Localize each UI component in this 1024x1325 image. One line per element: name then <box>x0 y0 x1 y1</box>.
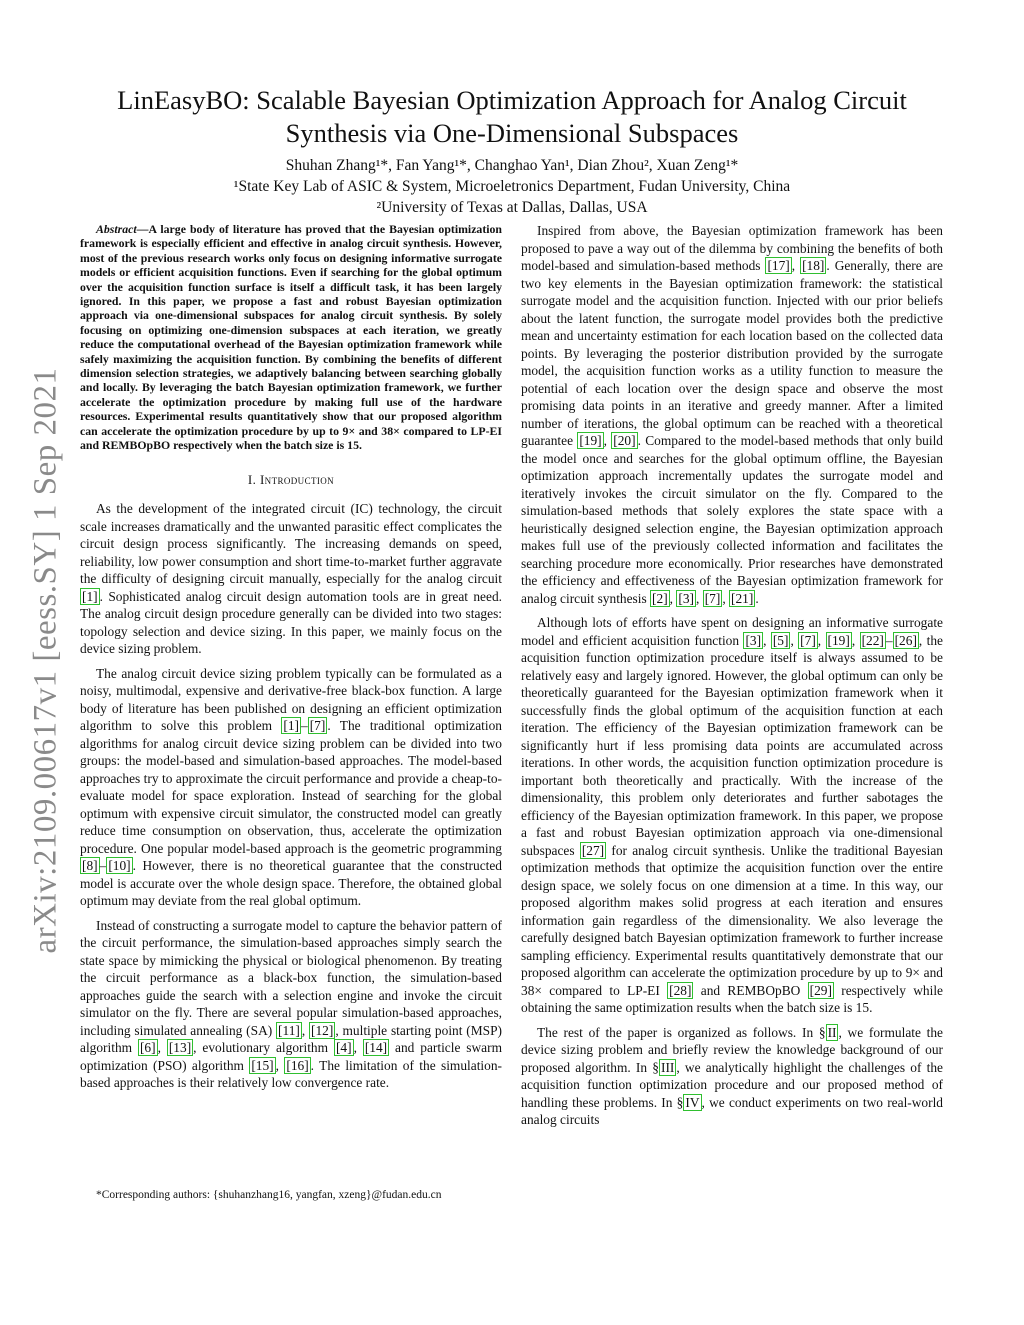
text-run: The rest of the paper is organized as follows. In § <box>537 1024 826 1040</box>
affiliation-2: ²University of Texas at Dallas, Dallas, USA <box>376 199 648 216</box>
citation-link[interactable]: [7] <box>704 590 721 606</box>
citation-link[interactable]: [20] <box>613 433 636 448</box>
text-run: As the development of the integrated circuit (IC) technology, the circuit scale increases dramatically and the unwanted parasitic effect complicates the circuit design process significantly. The increasing demands on speed, reliability, low power consumption and short time-to-market further aggravate the difficulty of designing circuit manually, especially for the analog circuit <box>80 501 502 586</box>
text-run: . Compared to the model-based methods that only build the model once and searches for the global optimum offline, the Bayesian optimization approach incrementally updates the surrogate model and iteratively invokes the circuit simulator on the fly. Compared to the simulation-based methods that solely explores the state space with a heuristically designed selection engine, the Bayesian optimization approach makes full use of the previously collected information and facilitates the searching procedure more economically. Prior researches have demonstrated the efficiency and effectiveness of the Bayesian optimization framework for analog circuit synthesis <box>521 433 943 606</box>
citation-link[interactable]: [17] <box>767 258 790 273</box>
citation-link[interactable]: [7] <box>309 718 326 733</box>
text-run: Although lots of efforts have spent on designing an informative surrogate model and efficient acquisition function <box>521 615 943 648</box>
text-run: for analog circuit synthesis. Unlike the traditional Bayesian optimization methods that optimize the acquisition function over the entire design space, we solely focus on one dimension at a time. In this way, our proposed algorithm makes solid progress at each iteration and ensures information gain regardless of the dimensionality. We also leverage the carefully designed batch Bayesian optimization framework to further increase sampling efficiency. Experimental results quantitatively demonstrate that our proposed algorithm can accelerate the optimization procedure by up to 9× and 38× compared to LP-EI <box>521 842 943 998</box>
text-run: , multiple starting point (MSP) algorithm <box>80 1022 503 1055</box>
citation-link[interactable]: [4] <box>335 1040 352 1055</box>
citation-link[interactable]: [16] <box>286 1057 309 1073</box>
text-run: . Sophisticated analog circuit design automation tools are in great need. The analog circuit design procedure generally can be divided into two stages: topology selection and device sizing. In this paper, we mainly focus on the device sizing problem. <box>80 588 502 656</box>
text-run: . However, there is no theoretical guarantee that the constructed model is accurate over the whole design space. Therefore, the obtained global optimum may deviate from the real global optimum. <box>80 858 502 908</box>
section-link[interactable]: IV <box>685 1094 700 1110</box>
citation-link[interactable]: [26] <box>894 632 917 648</box>
arxiv-identifier <box>16 350 76 970</box>
text-run: respectively while obtaining the same optimization results when the batch size is 15. <box>521 982 944 1015</box>
text-run: Inspired from above, the Bayesian optimization framework has been proposed to pave a way out of the dilemma by combining the benefits of both model-based and simulation-based methods <box>521 223 943 273</box>
section-link[interactable]: II <box>827 1024 837 1040</box>
text-run: , we conduct experiments on two real-world analog circuits <box>521 1094 943 1127</box>
citation-link[interactable]: [15] <box>251 1057 274 1073</box>
citation-link[interactable]: [12] <box>311 1022 334 1038</box>
citation-link[interactable]: [6] <box>139 1040 156 1055</box>
section-link[interactable]: III <box>660 1059 675 1075</box>
citation-link[interactable]: [3] <box>678 590 694 606</box>
citation-link[interactable]: [27] <box>581 842 605 858</box>
intro-paragraph-1 <box>80 500 502 658</box>
right-column <box>521 222 943 1136</box>
abstract <box>80 222 502 453</box>
citation-link[interactable]: [14] <box>364 1040 388 1055</box>
abstract-label: Abstract <box>96 222 137 236</box>
citation-link[interactable]: [29] <box>809 982 832 998</box>
left-column <box>80 222 502 1099</box>
affiliation-1: ¹State Key Lab of ASIC & System, Microeletronics Department, Fudan University, China <box>233 178 791 195</box>
citation-link[interactable]: [28] <box>669 982 692 998</box>
text-run: , evolutionary algorithm <box>193 1040 334 1055</box>
citation-link[interactable]: [1] <box>82 588 98 604</box>
text-run: and REMBOpBO <box>693 982 808 998</box>
citation-link[interactable]: [11] <box>278 1022 300 1038</box>
citation-link[interactable]: [10] <box>108 858 131 873</box>
citation-link[interactable]: [19] <box>579 433 602 448</box>
citation-link[interactable]: [1] <box>283 718 300 733</box>
citation-link[interactable]: [21] <box>731 590 754 606</box>
text-run: , we formulate the device sizing problem and briefly review the knowledge background of our proposed algorithm. In § <box>521 1024 943 1075</box>
body-paragraph-3 <box>521 1024 943 1129</box>
intro-paragraph-3: Instead of constructing a surrogate model to capture the behavior pattern of the circuit performance, the simulation-based approaches simply search the state space by mimicking the physical or biological phenomenon. By treating the circuit performance as a black-box function, the simulation-based approaches guide the search with a selection engine and invoke the circuit simulator on the fly. There are several popular simulation-based approaches, including simulated annealing (SA) [11] , [12] , multiple starting point (MSP) algorithm [6] , [13] , evolutionary algorithm [4] , [14] and particle swarm optimization (PSO) algorithm [15] , [16] . The limitation of the simulation-based approaches is their relatively low convergence rate. <box>80 917 503 1090</box>
citation-link[interactable]: [19] <box>827 632 850 648</box>
text-run: , the acquisition function optimization procedure itself is always assumed to be relatively easy and largely ignored. However, the global optimum can only be theoretically guaranteed for the Bayesian optimization framework when it successfully finds the global optimum of the acquisition function at each iteration. The efficiency of the Bayesian optimization framework can be significantly hurt if less promising data points are accumulated across iterations. In other words, the acquisition function optimization procedure is important both theoretically and practically. With the increase of the dimensionality, this problem only deteriorates and further sabotages the efficiency of the Bayesian optimization framework. In this paper, we propose a fast and robust Bayesian optimization approach via one-dimensional subspaces <box>521 632 943 858</box>
citation-link[interactable]: [13] <box>168 1040 192 1055</box>
citation-link[interactable]: [7] <box>800 632 816 648</box>
text-run: and particle swarm optimization (PSO) algorithm <box>80 1040 502 1073</box>
text-run: . The traditional optimization algorithms for analog circuit device sizing problem can be divided into two groups: the model-based and simulation-based approaches. The model-based approaches try to approximate the circuit performance and provide a cheap-to-evaluate model for space exploration. Instead of searching for the global optimum with expensive circuit simulator, the constructed model can greatly reduce time consumption on observation, thus, accelerate the optimization procedure. One popular model-based approach is the geometric programming <box>80 718 502 856</box>
citation-link[interactable]: [5] <box>772 632 789 648</box>
body-paragraph-2: Although lots of efforts have spent on designing an informative surrogate model and efficient acquisition function [3] , [5] , [7] , [19] , [22] – [26] , the acquisition function optimization procedure itself is always assumed to be relatively easy and largely ignored. However, the global optimum can only be theoretically guaranteed for the Bayesian optimization framework when it successfully finds the global optimum of the acquisition function at each iteration. The efficiency of the Bayesian optimization framework can be significantly hurt if less promising data points are accumulated across iterations. In other words, the acquisition function optimization procedure is important both theoretically and practically. With the increase of the dimensionality, this problem only deteriorates and further sabotages the efficiency of the Bayesian optimization framework. In this paper, we propose a fast and robust Bayesian optimization approach via one-dimensional subspaces [27] for analog circuit synthesis. Unlike the traditional Bayesian optimization methods that optimize the acquisition function over the entire design space, we solely focus on one dimension at a time. In this way, our proposed algorithm makes solid progress at each iteration and ensures information gain regardless of the dimensionality. We also leverage the carefully designed batch Bayesian optimization framework to further increase sampling efficiency. Experimental results quantitatively demonstrate that our proposed algorithm can accelerate the optimization procedure by up to 9× and 38× compared to LP-EI [28] and REMBOpBO [29] respectively while obtaining the same optimization results when the batch size is 15. <box>521 615 944 1015</box>
arxiv-id-text: arXiv:2109.00617v1 [eess.SY] 1 Sep 2021 <box>27 367 64 953</box>
text-run: The analog circuit device sizing problem typically can be formulated as a noisy, multimodal, expensive and derivative-free black-box function. A large body of literature has been published on designing an efficient optimization algorithm to solve this problem <box>80 665 502 733</box>
intro-paragraph-2: The analog circuit device sizing problem typically can be formulated as a noisy, multimodal, expensive and derivative-free black-box function. A large body of literature has been published on designing an efficient optimization algorithm to solve this problem [1] – [7] . The traditional optimization algorithms for analog circuit device sizing problem can be divided into two groups: the model-based and simulation-based approaches. The model-based approaches try to approximate the circuit performance and provide a cheap-to-evaluate model for space exploration. Instead of searching for the global optimum with expensive circuit simulator, the constructed model can greatly reduce time consumption on observation, thus, accelerate the optimization procedure. One popular model-based approach is the geometric programming [8] – [10] . However, there is no theoretical guarantee that the constructed model is accurate over the whole design space. Therefore, the obtained global optimum may deviate from the real global optimum. <box>80 665 502 908</box>
citation-link[interactable]: [18] <box>802 258 825 273</box>
citation-link[interactable]: [22] <box>861 632 884 648</box>
text-run: . Generally, there are two key elements in the Bayesian optimization framework: the statistical surrogate model and the acquisition function. Injected with our prior beliefs about the latent function, the surrogate model provides both the predictive mean and uncertainty estimation for each location based on the collected data points. By leveraging the posterior distribution provided by the surrogate model, the acquisition function works as a utility function to measure the potential of each location over the design space and observe the most promising data points in an iterative and greedy manner. After a limited number of iterations, the global optimum can be reached with a theoretical guarantee <box>521 258 943 448</box>
author-names: Shuhan Zhang¹*, Fan Yang¹*, Changhao Yan¹, Dian Zhou², Xuan Zeng¹* <box>285 157 739 174</box>
citation-link[interactable]: [8] <box>82 858 98 873</box>
text-run: . The limitation of the simulation-based approaches is their relatively low convergence rate. <box>80 1057 502 1090</box>
paper-title: LinEasyBO: Scalable Bayesian Optimization Approach for Analog Circuit Synthesis via One-Dimensional Subspaces <box>117 85 907 148</box>
body-paragraph-1: Inspired from above, the Bayesian optimization framework has been proposed to pave a way out of the dilemma by combining the benefits of both model-based and simulation-based methods [17] , [18] . Generally, there are two key elements in the Bayesian optimization framework: the statistical surrogate model and the acquisition function. Injected with our prior beliefs about the latent function, the surrogate model provides both the predictive mean and uncertainty estimation for each location based on the collected data points. By leveraging the posterior distribution provided by the surrogate model, the acquisition function works as a utility function to measure the potential of each location over the design space and observe the most promising data points in an iterative and greedy manner. After a limited number of iterations, the global optimum can be reached with a theoretical guarantee [19] , [20] . Compared to the model-based methods that only build the model once and searches for the global optimum offline, the Bayesian optimization approach incrementally updates the surrogate model and iteratively invokes the circuit simulator on the fly. Compared to the simulation-based methods that solely explores the state space with a heuristically designed selection engine, the Bayesian optimization approach makes full use of the previously collected information and facilitates the searching procedure more economically. Prior researches have demonstrated the efficiency and effectiveness of the Bayesian optimization framework for analog circuit synthesis [2] , [3] , [7] , [21] . <box>521 223 943 606</box>
text-run: Instead of constructing a surrogate model to capture the behavior pattern of the circuit performance, the simulation-based approaches simply search the state space by mimicking the physical or biological phenomenon. By treating the circuit performance as a black-box function, the simulation-based approaches guide the search with a selection engine and invoke the circuit simulator on the fly. There are several popular simulation-based approaches, including simulated annealing (SA) <box>80 917 502 1038</box>
text-run: , we analytically highlight the challenges of the acquisition function optimization procedure and our proposed method of handling these problems. In § <box>521 1059 943 1110</box>
abstract-text: —A large body of literature has proved that the Bayesian optimization framework is especially efficient and effective in analog circuit synthesis. However, most of the previous research works only focus on designing informative surrogate models or efficient acquisition functions. Even if searching for the global optimum over the acquisition function surface is itself a difficult task, it has been largely ignored. In this paper, we propose a fast and robust Bayesian optimization approach via one-dimensional subspaces for analog circuit synthesis. By solely focusing on optimizing one-dimension subspaces at each iteration, we greatly reduce the computational overhead of the Bayesian optimization framework while safely maximizing the acquisition function. By combining the benefits of different dimension selection strategies, we adaptively balancing between searching globally and locally. By leveraging the batch Bayesian optimization framework, we further accelerate the optimization procedure by making full use of the hardware resources. Experimental results quantitatively show that our proposed algorithm can accelerate the optimization procedure by up to 9× and 38× compared to LP-EI and REMBOpBO respectively when the batch size is 15. <box>80 222 502 453</box>
author-block <box>80 155 944 218</box>
corresponding-author-footnote: *Corresponding authors: {shuhanzhang16, yangfan, xzeng}@fudan.edu.cn <box>96 1189 442 1201</box>
citation-link[interactable]: [2] <box>652 590 668 606</box>
citation-link[interactable]: [3] <box>745 632 762 648</box>
section-heading-introduction: I. Introduction <box>247 471 335 487</box>
